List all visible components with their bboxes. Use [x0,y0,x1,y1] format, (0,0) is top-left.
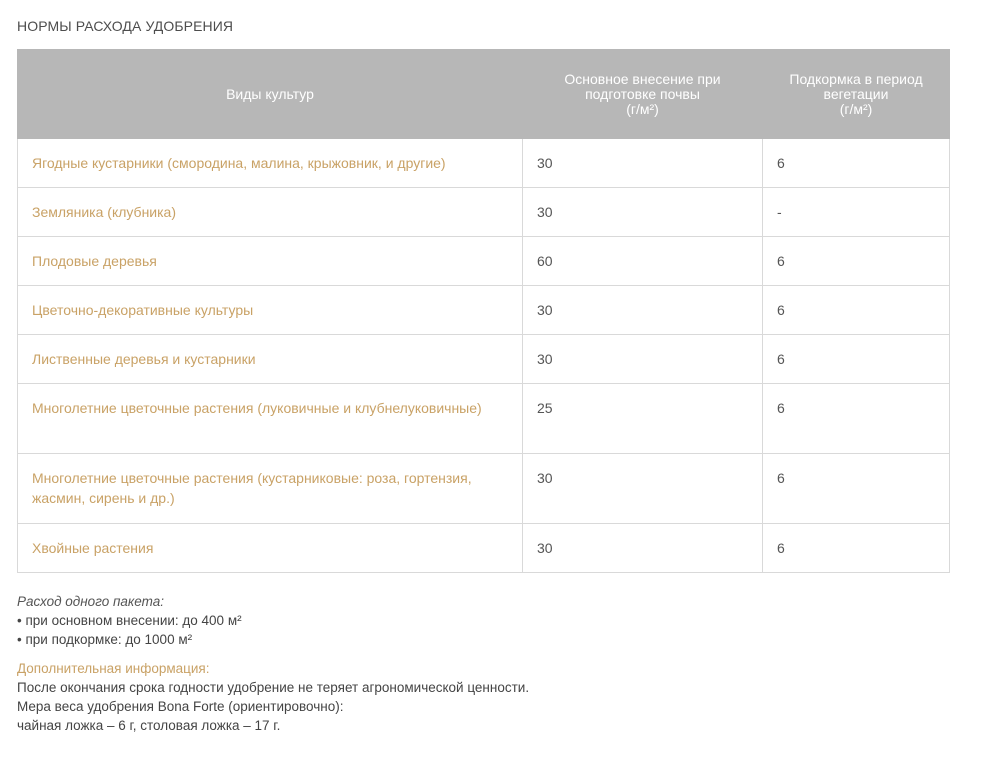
header-crop-types [18,50,523,139]
crop-name: Цветочно-декоративные культуры [18,286,523,335]
header-feed-unit: (г/м²) [839,100,873,117]
table-header-row [18,50,950,139]
crop-name: Ягодные кустарники (смородина, малина, крыжовник, и другие) [18,139,523,188]
header-feed-line-1: Подкормка в период [789,70,923,87]
base-rate: 25 [523,384,763,454]
crop-name: Лиственные деревья и кустарники [18,335,523,384]
header-feed-line-2: вегетации [823,85,889,102]
table-row [18,335,950,384]
feed-rate: 6 [763,524,950,573]
feed-rate: 6 [763,286,950,335]
base-rate: 30 [523,454,763,524]
header-base-application [523,50,763,139]
crop-name: Хвойные растения [18,524,523,573]
crop-name: Земляника (клубника) [18,188,523,237]
base-rate: 60 [523,237,763,286]
base-rate: 30 [523,524,763,573]
table-row [18,524,950,573]
feed-rate: 6 [763,237,950,286]
base-rate: 30 [523,139,763,188]
consumption-title: Расход одного пакета: [17,594,164,609]
section-title: НОРМЫ РАСХОДА УДОБРЕНИЯ [17,18,234,34]
base-rate: 30 [523,286,763,335]
table-row [18,237,950,286]
crop-name: Плодовые деревья [18,237,523,286]
spacer [17,649,949,659]
feed-rate: 6 [763,335,950,384]
fertilizer-rates-table [17,49,950,573]
additional-info-line: чайная ложка – 6 г, столовая ложка – 17 г. [17,718,281,733]
feed-rate: 6 [763,139,950,188]
table-row [18,188,950,237]
header-base-line-1: Основное внесение при [564,70,721,87]
table-row [18,384,950,454]
feed-rate: 6 [763,454,950,524]
header-base-line-2: подготовке почвы [585,85,700,102]
additional-info-title: Дополнительная информация: [17,661,210,676]
table-row [18,139,950,188]
feed-rate: - [763,188,950,237]
base-rate: 30 [523,188,763,237]
feed-rate: 6 [763,384,950,454]
crop-name: Многолетние цветочные растения (кустарниковые: роза, гортензия, жасмин, сирень и др.) [18,454,523,524]
crop-name: Многолетние цветочные растения (луковичные и клубнелуковичные) [18,384,523,454]
additional-info-line: После окончания срока годности удобрение не теряет агрономической ценности. [17,680,530,695]
table-row [18,454,950,524]
header-feeding [763,50,950,139]
consumption-base-item: • при основном внесении: до 400 м² [17,613,242,628]
header-base-unit: (г/м²) [626,100,659,117]
base-rate: 30 [523,335,763,384]
table-row [18,286,950,335]
additional-info-line: Мера веса удобрения Bona Forte (ориентировочно): [17,699,344,714]
notes-section [17,592,949,735]
header-crop-label: Виды культур [226,85,314,102]
page [17,0,949,733]
consumption-feed-item: • при подкормке: до 1000 м² [17,632,193,647]
